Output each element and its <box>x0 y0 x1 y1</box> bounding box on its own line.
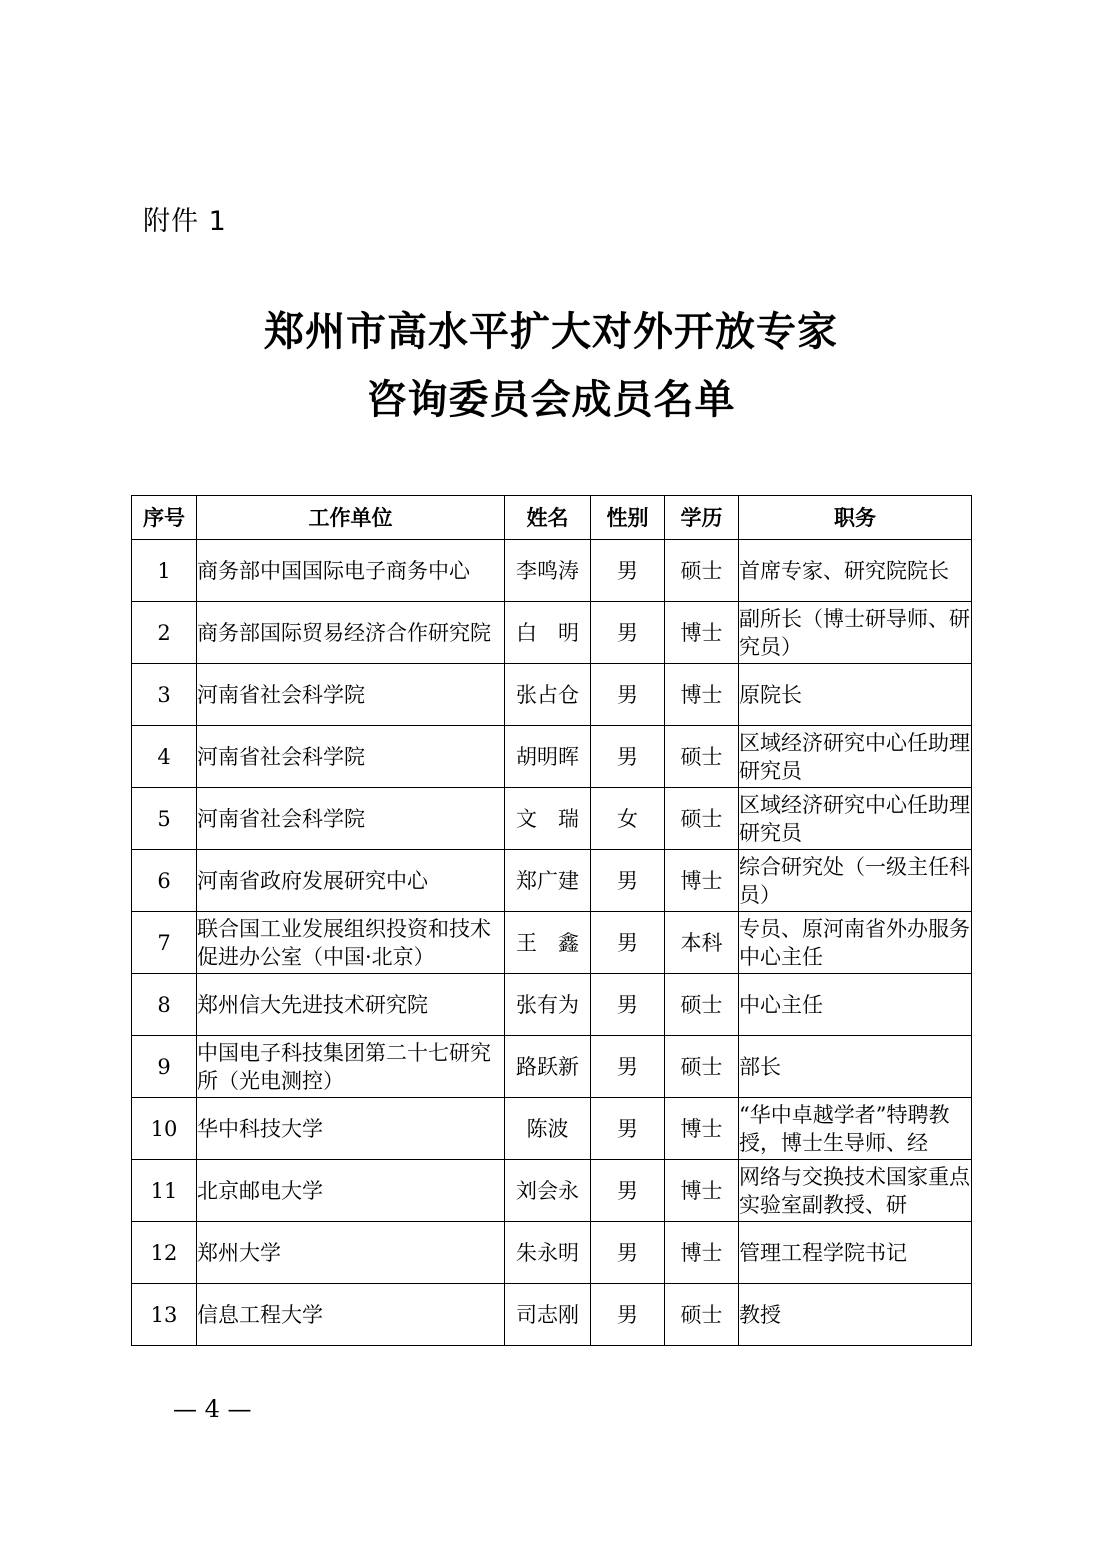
table-row <box>132 1160 972 1222</box>
cell-position: 综合研究处（一级主任科员） <box>739 850 972 912</box>
cell-name: 白 明 <box>505 602 591 664</box>
cell-edu: 博士 <box>665 1222 739 1284</box>
cell-edu: 博士 <box>665 602 739 664</box>
cell-edu: 硕士 <box>665 974 739 1036</box>
cell-position: 管理工程学院书记 <box>739 1222 972 1284</box>
cell-no: 3 <box>132 664 197 726</box>
cell-edu: 本科 <box>665 912 739 974</box>
cell-no: 1 <box>132 540 197 602</box>
cell-name: 张有为 <box>505 974 591 1036</box>
cell-position: 副所长（博士研导师、研究员） <box>739 602 972 664</box>
cell-position: 部长 <box>739 1036 972 1098</box>
cell-gender: 男 <box>591 1036 665 1098</box>
cell-edu: 博士 <box>665 1160 739 1222</box>
cell-name: 郑广建 <box>505 850 591 912</box>
document-title-line2: 咨询委员会成员名单 <box>366 377 736 423</box>
cell-name: 陈波 <box>505 1098 591 1160</box>
cell-gender: 男 <box>591 974 665 1036</box>
cell-name: 朱永明 <box>505 1222 591 1284</box>
cell-edu: 硕士 <box>665 1036 739 1098</box>
attachment-label: 附件 1 <box>143 206 227 237</box>
member-table <box>131 495 972 1346</box>
cell-org: 河南省社会科学院 <box>197 664 505 726</box>
cell-name: 张占仓 <box>505 664 591 726</box>
cell-position: 原院长 <box>739 664 972 726</box>
cell-gender: 男 <box>591 1160 665 1222</box>
cell-org: 联合国工业发展组织投资和技术促进办公室（中国·北京） <box>197 912 505 974</box>
cell-edu: 博士 <box>665 850 739 912</box>
cell-name: 文 瑞 <box>505 788 591 850</box>
cell-no: 12 <box>132 1222 197 1284</box>
cell-edu: 硕士 <box>665 540 739 602</box>
cell-org: 华中科技大学 <box>197 1098 505 1160</box>
cell-gender: 男 <box>591 726 665 788</box>
cell-gender: 男 <box>591 912 665 974</box>
cell-org: 北京邮电大学 <box>197 1160 505 1222</box>
header-edu: 学历 <box>665 496 739 540</box>
cell-no: 4 <box>132 726 197 788</box>
cell-org: 信息工程大学 <box>197 1284 505 1346</box>
cell-org: 河南省社会科学院 <box>197 726 505 788</box>
table-row <box>132 912 972 974</box>
cell-gender: 男 <box>591 602 665 664</box>
cell-no: 7 <box>132 912 197 974</box>
table-row <box>132 540 972 602</box>
cell-gender: 女 <box>591 788 665 850</box>
cell-no: 9 <box>132 1036 197 1098</box>
header-name: 姓名 <box>505 496 591 540</box>
table-header-row <box>132 496 972 540</box>
cell-position: “华中卓越学者”特聘教授，博士生导师、经 <box>739 1098 972 1160</box>
cell-edu: 硕士 <box>665 726 739 788</box>
cell-org: 郑州信大先进技术研究院 <box>197 974 505 1036</box>
cell-edu: 硕士 <box>665 1284 739 1346</box>
cell-edu: 博士 <box>665 664 739 726</box>
table-row <box>132 1222 972 1284</box>
cell-position: 区域经济研究中心任助理研究员 <box>739 726 972 788</box>
table-row <box>132 850 972 912</box>
cell-name: 司志刚 <box>505 1284 591 1346</box>
cell-position: 专员、原河南省外办服务中心主任 <box>739 912 972 974</box>
cell-no: 10 <box>132 1098 197 1160</box>
cell-gender: 男 <box>591 540 665 602</box>
page-number: — 4 — <box>173 1395 252 1423</box>
cell-position: 首席专家、研究院院长 <box>739 540 972 602</box>
cell-org: 河南省社会科学院 <box>197 788 505 850</box>
cell-name: 王 鑫 <box>505 912 591 974</box>
cell-no: 5 <box>132 788 197 850</box>
cell-edu: 硕士 <box>665 788 739 850</box>
table-row <box>132 1098 972 1160</box>
cell-name: 胡明晖 <box>505 726 591 788</box>
cell-no: 13 <box>132 1284 197 1346</box>
cell-gender: 男 <box>591 850 665 912</box>
header-org: 工作单位 <box>197 496 505 540</box>
table-body <box>132 540 972 1346</box>
cell-name: 李鸣涛 <box>505 540 591 602</box>
header-position: 职务 <box>739 496 972 540</box>
table-row <box>132 726 972 788</box>
cell-no: 11 <box>132 1160 197 1222</box>
header-no: 序号 <box>132 496 197 540</box>
cell-position: 区域经济研究中心任助理研究员 <box>739 788 972 850</box>
cell-gender: 男 <box>591 1284 665 1346</box>
cell-position: 中心主任 <box>739 974 972 1036</box>
cell-edu: 博士 <box>665 1098 739 1160</box>
document-title-line1: 郑州市高水平扩大对外开放专家 <box>264 309 838 355</box>
table-row <box>132 664 972 726</box>
cell-no: 2 <box>132 602 197 664</box>
table-row <box>132 1284 972 1346</box>
cell-no: 6 <box>132 850 197 912</box>
cell-org: 郑州大学 <box>197 1222 505 1284</box>
cell-gender: 男 <box>591 1098 665 1160</box>
header-gender: 性别 <box>591 496 665 540</box>
cell-position: 教授 <box>739 1284 972 1346</box>
table-row <box>132 602 972 664</box>
cell-name: 路跃新 <box>505 1036 591 1098</box>
cell-org: 中国电子科技集团第二十七研究所（光电测控） <box>197 1036 505 1098</box>
cell-position: 网络与交换技术国家重点实验室副教授、研 <box>739 1160 972 1222</box>
table-row <box>132 974 972 1036</box>
cell-org: 商务部国际贸易经济合作研究院 <box>197 602 505 664</box>
cell-no: 8 <box>132 974 197 1036</box>
cell-org: 河南省政府发展研究中心 <box>197 850 505 912</box>
table-row <box>132 1036 972 1098</box>
cell-gender: 男 <box>591 1222 665 1284</box>
cell-gender: 男 <box>591 664 665 726</box>
cell-name: 刘会永 <box>505 1160 591 1222</box>
cell-org: 商务部中国国际电子商务中心 <box>197 540 505 602</box>
table-row <box>132 788 972 850</box>
